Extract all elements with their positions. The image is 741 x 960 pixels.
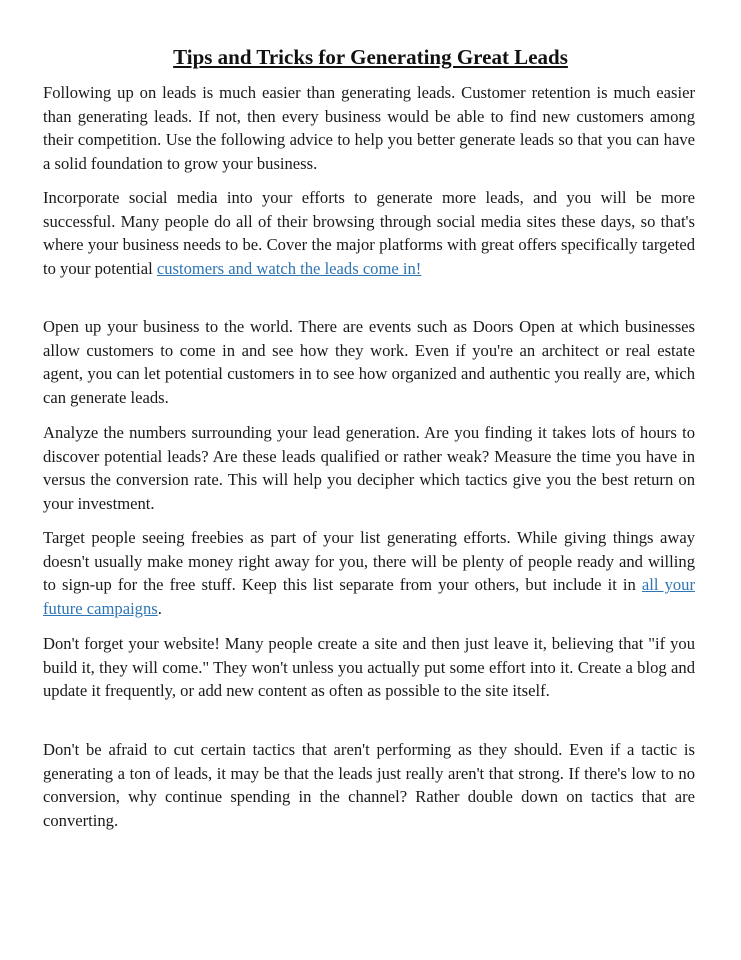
paragraph-text: Incorporate social media into your efforts to generate more leads, and you will be more successful. Many people do all of their browsing through social media sites these days, so that's where your business needs to be. Cover the major platforms with great offers specifically targeted to your potential xyxy=(43,188,695,278)
paragraph-text: Don't forget your website! Many people create a site and then just leave it, believing that "if you build it, they will come." They won't unless you actually put some effort into it. Create a blog and update it frequently, or add new content as often as possible to the site itself. xyxy=(43,634,695,701)
paragraph-website xyxy=(43,632,695,703)
paragraph-text: Don't be afraid to cut certain tactics that aren't performing as they should. Even if a tactic is generating a ton of leads, it may be that the leads just really aren't that strong. If there's low to no conversion, why continue spending in the channel? Rather double down on tactics that are converting. xyxy=(43,740,695,830)
paragraph-text: Analyze the numbers surrounding your lead generation. Are you finding it takes lots of hours to discover potential leads? Are these leads qualified or rather weak? Measure the time you have in versus the conversion rate. This will help you decipher which tactics give you the best return on your investment. xyxy=(43,423,695,513)
paragraph-text: Target people seeing freebies as part of your list generating efforts. While giving things away doesn't usually make money right away for you, there will be plenty of people ready and willing to sign-up for the free stuff. Keep this list separate from your others, but include it in xyxy=(43,528,695,595)
paragraph-freebies xyxy=(43,526,695,620)
future-campaigns-link[interactable]: all your future campaigns xyxy=(43,575,695,618)
paragraph-intro xyxy=(43,81,695,175)
customers-link[interactable]: customers and watch the leads come in! xyxy=(156,258,422,278)
paragraph-open-business xyxy=(43,315,695,409)
page-title: Tips and Tricks for Generating Great Leads xyxy=(173,45,568,69)
paragraph-social-media xyxy=(43,186,695,280)
paragraph-text-after: . xyxy=(157,598,162,618)
paragraph-text: Following up on leads is much easier than generating leads. Customer retention is much easier than generating leads. If not, then every business would be able to find new customers among their competition. Use the following advice to help you better generate leads so that you can have a solid foundation to grow your business. xyxy=(43,83,695,173)
paragraph-text: Open up your business to the world. There are events such as Doors Open at which businesses allow customers to come in and see how they work. Even if you're an architect or real estate agent, you can let potential customers in to see how organized and authentic you really are, which can generate leads. xyxy=(43,317,695,407)
paragraph-analyze-numbers xyxy=(43,421,695,515)
paragraph-cut-tactics xyxy=(43,738,695,832)
